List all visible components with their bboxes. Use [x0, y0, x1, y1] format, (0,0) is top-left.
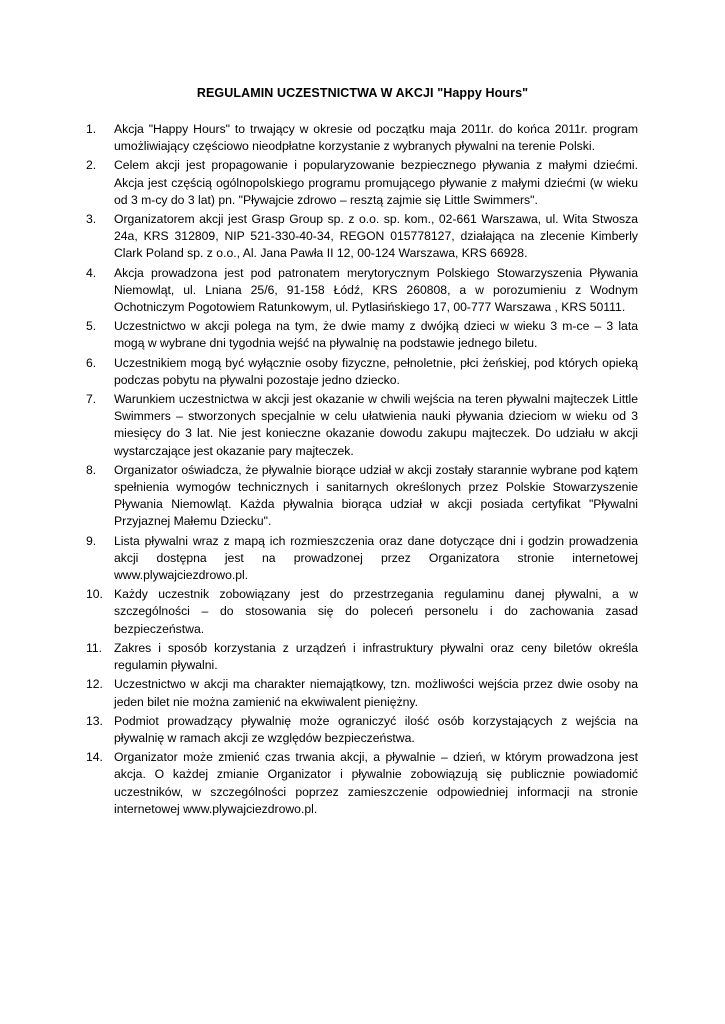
rule-number: 8.	[86, 462, 97, 477]
rule-number: 13.	[86, 713, 103, 728]
rule-item	[86, 121, 638, 155]
rule-text: Uczestnictwo w akcji polega na tym, że dwie mamy z dwójką dzieci w wieku 3 m-ce – 3 lata mogą w wybrane dni tygodnia wejść na pływalnię na podstawie jednego biletu.	[114, 319, 638, 351]
rule-text: Każdy uczestnik zobowiązany jest do przestrzegania regulaminu danej pływalni, a w szczególności – do stosowania się do poleceń personelu i do zachowania zasad bezpieczeństwa.	[114, 587, 638, 636]
rule-text: Organizator może zmienić czas trwania akcji, a pływalnie – dzień, w którym prowadzona jest akcja. O każdej zmianie Organizator i pływalnie zobowiązują się publicznie powiadomić uczestników, w szczególności poprzez zamieszczenie odpowiedniej informacji na stronie internetowej www.plywajciezdrowo.pl.	[114, 750, 638, 816]
document-title: REGULAMIN UCZESTNICTWA W AKCJI "Happy Hours"	[196, 86, 529, 100]
rule-item	[86, 640, 638, 674]
rule-number: 5.	[86, 319, 97, 334]
rule-number: 14.	[86, 750, 103, 765]
rule-text: Lista pływalni wraz z mapą ich rozmieszczenia oraz dane dotyczące dni i godzin prowadzenia akcji dostępna jest na prowadzonej przez Organizatora stronie internetowej www.plywajciezdrowo.pl.	[114, 533, 638, 583]
rule-number: 12.	[86, 677, 103, 692]
rule-text: Zakres i sposób korzystania z urządzeń i infrastruktury pływalni oraz ceny biletów określa regulamin pływalni.	[114, 640, 638, 673]
rule-item	[86, 462, 638, 531]
rule-number: 7.	[86, 392, 97, 407]
rule-item	[86, 265, 638, 317]
rule-item	[86, 586, 638, 638]
rule-item	[86, 318, 638, 352]
rule-number: 9.	[86, 533, 97, 548]
rule-text: Warunkiem uczestnictwa w akcji jest okazanie w chwili wejścia na teren pływalni majteczek Little Swimmers – stworzonych specjalnie w celu ułatwienia nauki pływania dzieciom w wieku od 3 miesięcy do 3 lat. Nie jest konieczne okazanie dowodu zakupu majteczek. Do udziału w akcji wystarczające jest okazanie pary majteczek.	[114, 392, 638, 458]
rule-number: 4.	[86, 265, 97, 280]
rule-item	[86, 211, 638, 263]
rules-list	[86, 121, 638, 820]
rule-text: Uczestnictwo w akcji ma charakter niemajątkowy, tzn. możliwości wejścia przez dwie osoby na jeden bilet nie można zamienić na ekwiwalent pieniężny.	[114, 677, 638, 709]
rule-text: Akcja prowadzona jest pod patronatem merytorycznym Polskiego Stowarzyszenia Pływania Niemowląt, ul. Lniana 25/6, 91-158 Łódź, KRS 260808, a w porozumieniu z Wodnym Ochotniczym Pogotowiem Ratunkowym, ul. Pytlasińskiego 17, 00-777 Warszawa , KRS 50111.	[114, 265, 638, 315]
rule-number: 10.	[86, 587, 103, 602]
rule-text: Celem akcji jest propagowanie i popularyzowanie bezpiecznego pływania z małymi dziećmi. Akcja jest częścią ogólnopolskiego programu promującego pływanie z małymi dziećmi (w wieku od 3 m-cy do 3 lat) pn. "Pływajcie zdrowo – resztą zajmie się Little Swimmers".	[114, 158, 638, 207]
rule-text: Podmiot prowadzący pływalnię może ograniczyć ilość osób korzystających z wejścia na pływalnię w ramach akcji ze względów bezpieczeństwa.	[114, 713, 638, 745]
rule-item	[86, 355, 638, 389]
rule-number: 6.	[86, 355, 97, 370]
rule-item	[86, 533, 638, 585]
rule-number: 3.	[86, 212, 97, 227]
rule-text: Organizator oświadcza, że pływalnie biorące udział w akcji zostały starannie wybrane pod kątem spełnienia wymogów technicznych i sanitarnych określonych przez Polskie Stowarzyszenie Pływania Niemowląt. Każda pływalnia biorąca udział w akcji posiada certyfikat "Pływalni Przyjaznej Małemu Dziecku".	[114, 462, 638, 529]
rule-item	[86, 157, 638, 209]
rule-text: Uczestnikiem mogą być wyłącznie osoby fizyczne, pełnoletnie, płci żeńskiej, pod których opieką podczas pobytu na pływalni pozostaje jedno dziecko.	[114, 355, 638, 387]
rule-item	[86, 713, 638, 747]
rule-text: Akcja "Happy Hours" to trwający w okresie od początku maja 2011r. do końca 2011r. program umożliwiający częściowo nieodpłatne korzystanie z wybranych pływalni na terenie Polski.	[114, 122, 638, 154]
rule-number: 1.	[86, 122, 97, 136]
rule-item	[86, 749, 638, 818]
rule-number: 11.	[86, 640, 103, 655]
rule-item	[86, 676, 638, 710]
rule-item	[86, 391, 638, 460]
rule-text: Organizatorem akcji jest Grasp Group sp. z o.o. sp. kom., 02-661 Warszawa, ul. Wita Stwosza 24a, KRS 312809, NIP 521-330-40-34, REGON 015778127, działająca na zlecenie Kimberly Clark Poland sp. z o.o., Al. Jana Pawła II 12, 00-124 Warszawa, KRS 66928.	[114, 212, 638, 261]
rule-number: 2.	[86, 158, 97, 173]
